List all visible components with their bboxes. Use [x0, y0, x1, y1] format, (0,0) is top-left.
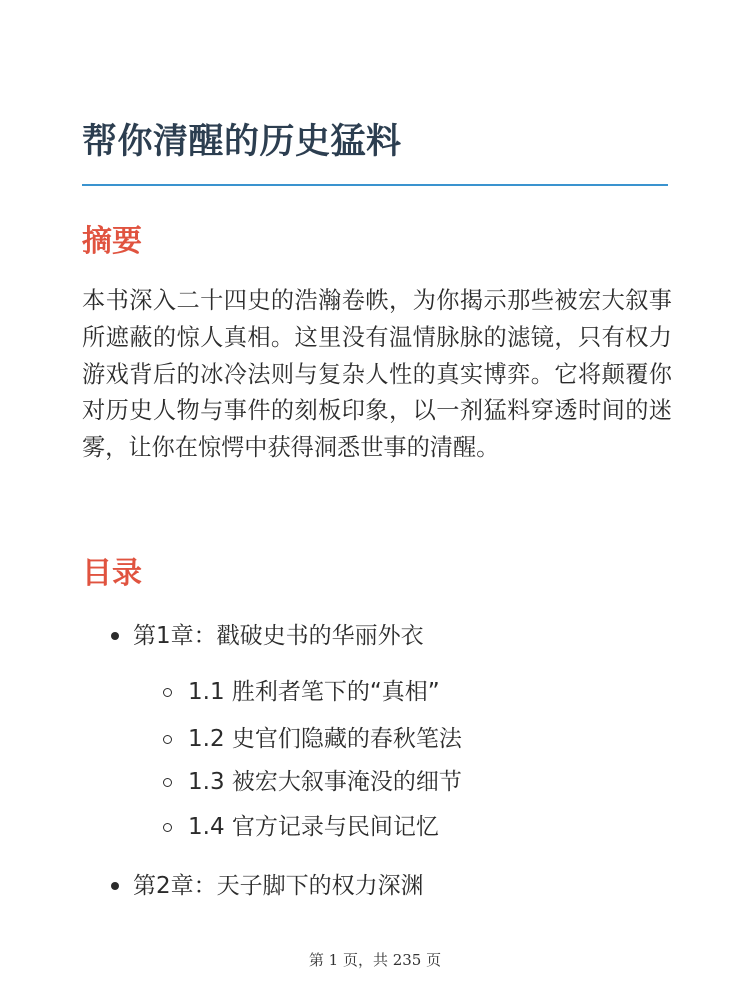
- abstract-text: 本书深入二十四史的浩瀚卷帙，为你揭示那些被宏大叙事所遮蔽的惊人真相。这里没有温情脉脉的滤镜，只有权力游戏背后的冰冷法则与复杂人性的真实博弈。它将颠覆你对历史人物与事件的刻板印象，以一剂猛料穿透时间的迷雾，让你在惊愕中获得洞悉世事的清醒。: [82, 287, 672, 462]
- toc-chapter-2[interactable]: 第2章：天子脚下的权力深渊: [133, 873, 424, 899]
- page-number-footer: 第 1 页，共 235 页: [308, 951, 442, 969]
- abstract-heading: 摘要: [82, 224, 142, 259]
- toc-section-1-4[interactable]: 1.4 官方记录与民间记忆: [188, 814, 439, 840]
- bullet-circle-icon: [163, 778, 172, 787]
- toc-section-1-1[interactable]: 1.1 胜利者笔下的“真相”: [188, 679, 440, 705]
- bullet-disc-icon: [111, 882, 119, 890]
- bullet-circle-icon: [163, 735, 172, 744]
- toc-heading: 目录: [82, 556, 142, 591]
- bullet-disc-icon: [111, 632, 119, 640]
- document-title: 帮你清醒的历史猛料: [82, 122, 402, 162]
- toc-section-1-3[interactable]: 1.3 被宏大叙事淹没的细节: [188, 769, 462, 795]
- bullet-circle-icon: [163, 688, 172, 697]
- bullet-circle-icon: [163, 823, 172, 832]
- toc-section-1-2[interactable]: 1.2 史官们隐藏的春秋笔法: [188, 726, 462, 752]
- toc-chapter-1[interactable]: 第1章：戳破史书的华丽外衣: [133, 623, 424, 649]
- title-divider: [82, 184, 668, 186]
